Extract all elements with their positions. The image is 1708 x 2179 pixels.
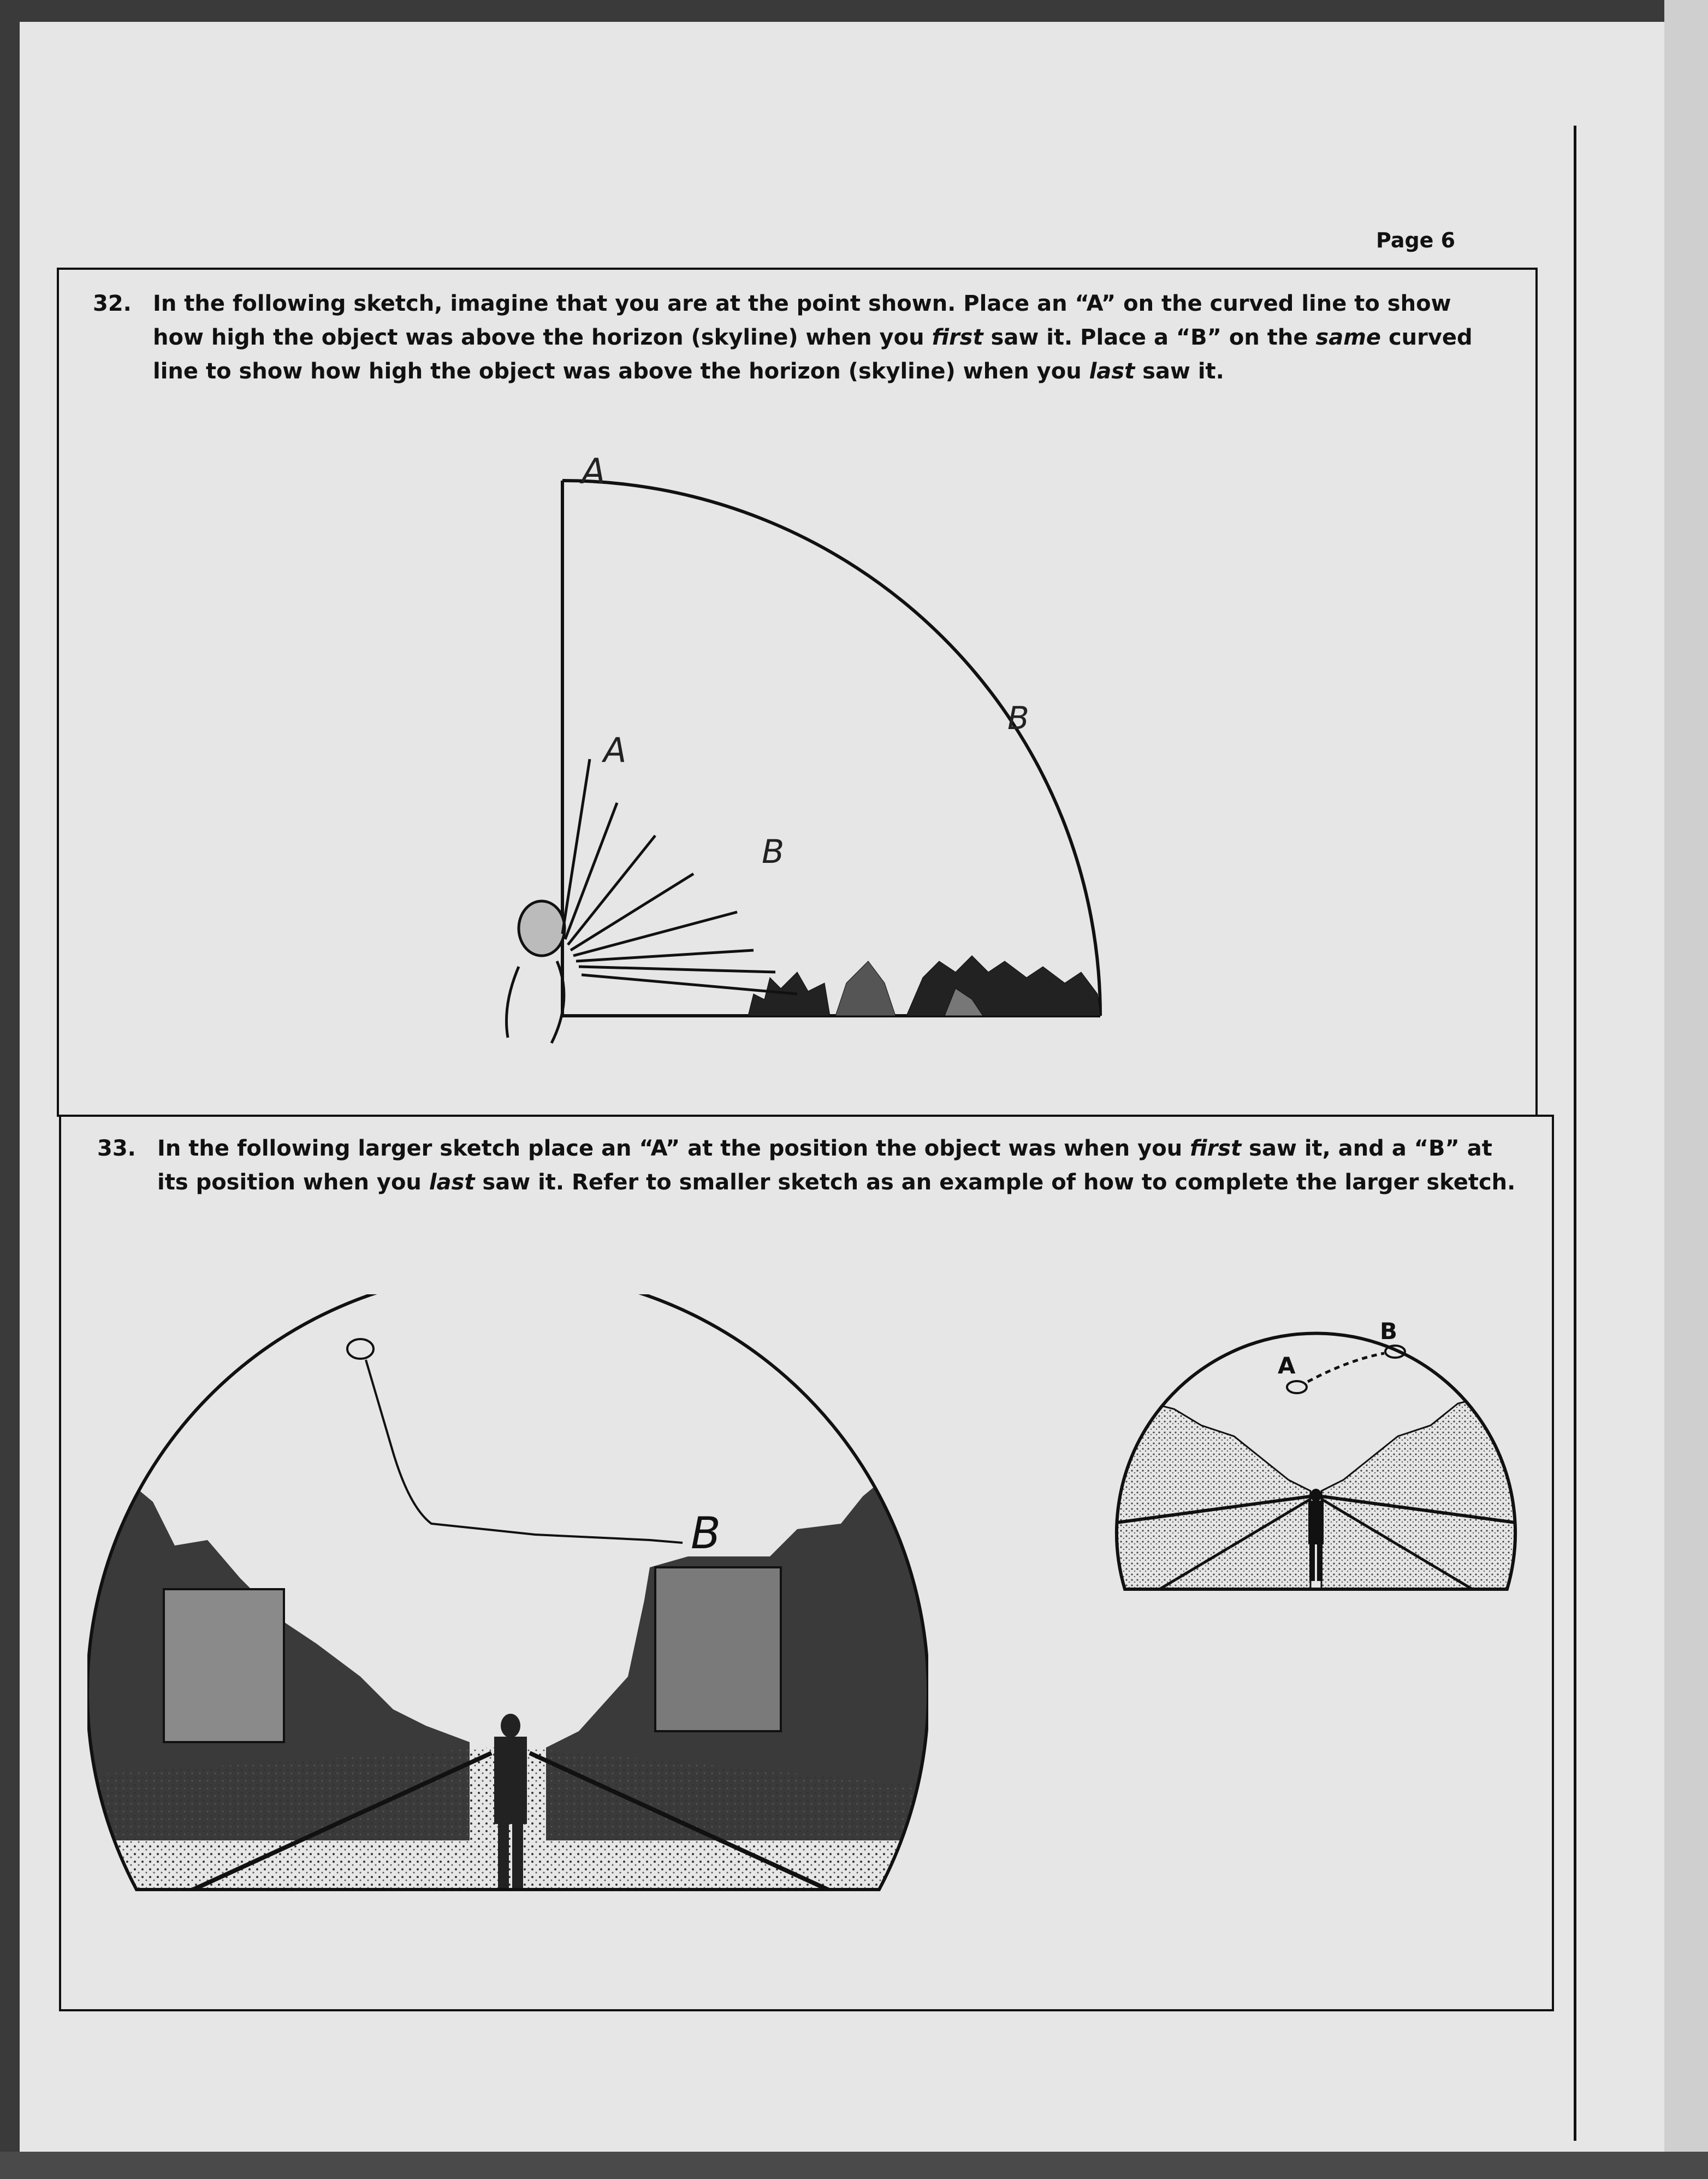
q32-last: last <box>1089 359 1135 384</box>
q32-text-part: saw it. <box>1135 359 1224 384</box>
small-sketch-scene <box>1108 1294 1523 1600</box>
question-32-body <box>153 287 1491 388</box>
right-building-illustration <box>655 1567 781 1731</box>
q32-text-part: saw it. Place a “B” on the <box>983 325 1316 350</box>
large-sketch-scene <box>87 1294 928 1900</box>
handwritten-A-on-hand: A <box>603 730 627 770</box>
skyline-illustration <box>748 956 1100 1016</box>
handwritten-B-on-arc: B <box>1007 700 1029 737</box>
left-building-illustration <box>164 1589 284 1742</box>
q33-text-part: saw it. Refer to smaller sketch as an example of how to complete the larger sketch. <box>475 1170 1516 1195</box>
question-33-text <box>97 1132 1517 1199</box>
page-number: Page 6 <box>1376 228 1456 252</box>
quarter-circle-axes <box>562 481 1100 1016</box>
question-32-text <box>93 287 1491 388</box>
scan-border-bottom <box>0 2152 1708 2179</box>
q32-first: first <box>932 325 983 350</box>
question-33-number: 33. <box>97 1136 136 1161</box>
margin-rule <box>1574 126 1576 2141</box>
q32-text-part: curved line to show how high the object was above the horizon (skyline) when you <box>153 325 1473 384</box>
handwritten-B-on-hand: B <box>762 833 785 871</box>
quarter-circle-arc <box>562 481 1100 1016</box>
q33-text-part: In the following larger sketch place an “A” at the position the object was when you <box>157 1136 1190 1161</box>
question-33-body <box>157 1132 1517 1199</box>
scan-border-top <box>0 0 1708 22</box>
scan-border-right <box>1664 0 1708 2179</box>
q32-text-part: In the following sketch, imagine that you are at the point shown. Place an “A” on the curved line to show how high the object was above the horizon (skyline) when you <box>153 291 1451 350</box>
q33-text-part: saw it, and a “B” at its position when you <box>157 1136 1492 1195</box>
q32-same: same <box>1315 325 1381 350</box>
quarter-circle-sketch <box>491 453 1125 1059</box>
small-example-sketch <box>1108 1294 1523 1600</box>
question-32-number: 32. <box>93 291 132 316</box>
handwritten-B-large: B <box>691 1508 721 1559</box>
q33-first: first <box>1190 1136 1242 1161</box>
scan-border-left <box>0 0 20 2179</box>
q33-last: last <box>429 1170 475 1195</box>
example-label-A: A <box>1278 1352 1296 1379</box>
large-street-sketch <box>87 1294 928 1900</box>
handwritten-A-on-arc: A <box>582 453 606 492</box>
example-label-B: B <box>1380 1318 1398 1345</box>
